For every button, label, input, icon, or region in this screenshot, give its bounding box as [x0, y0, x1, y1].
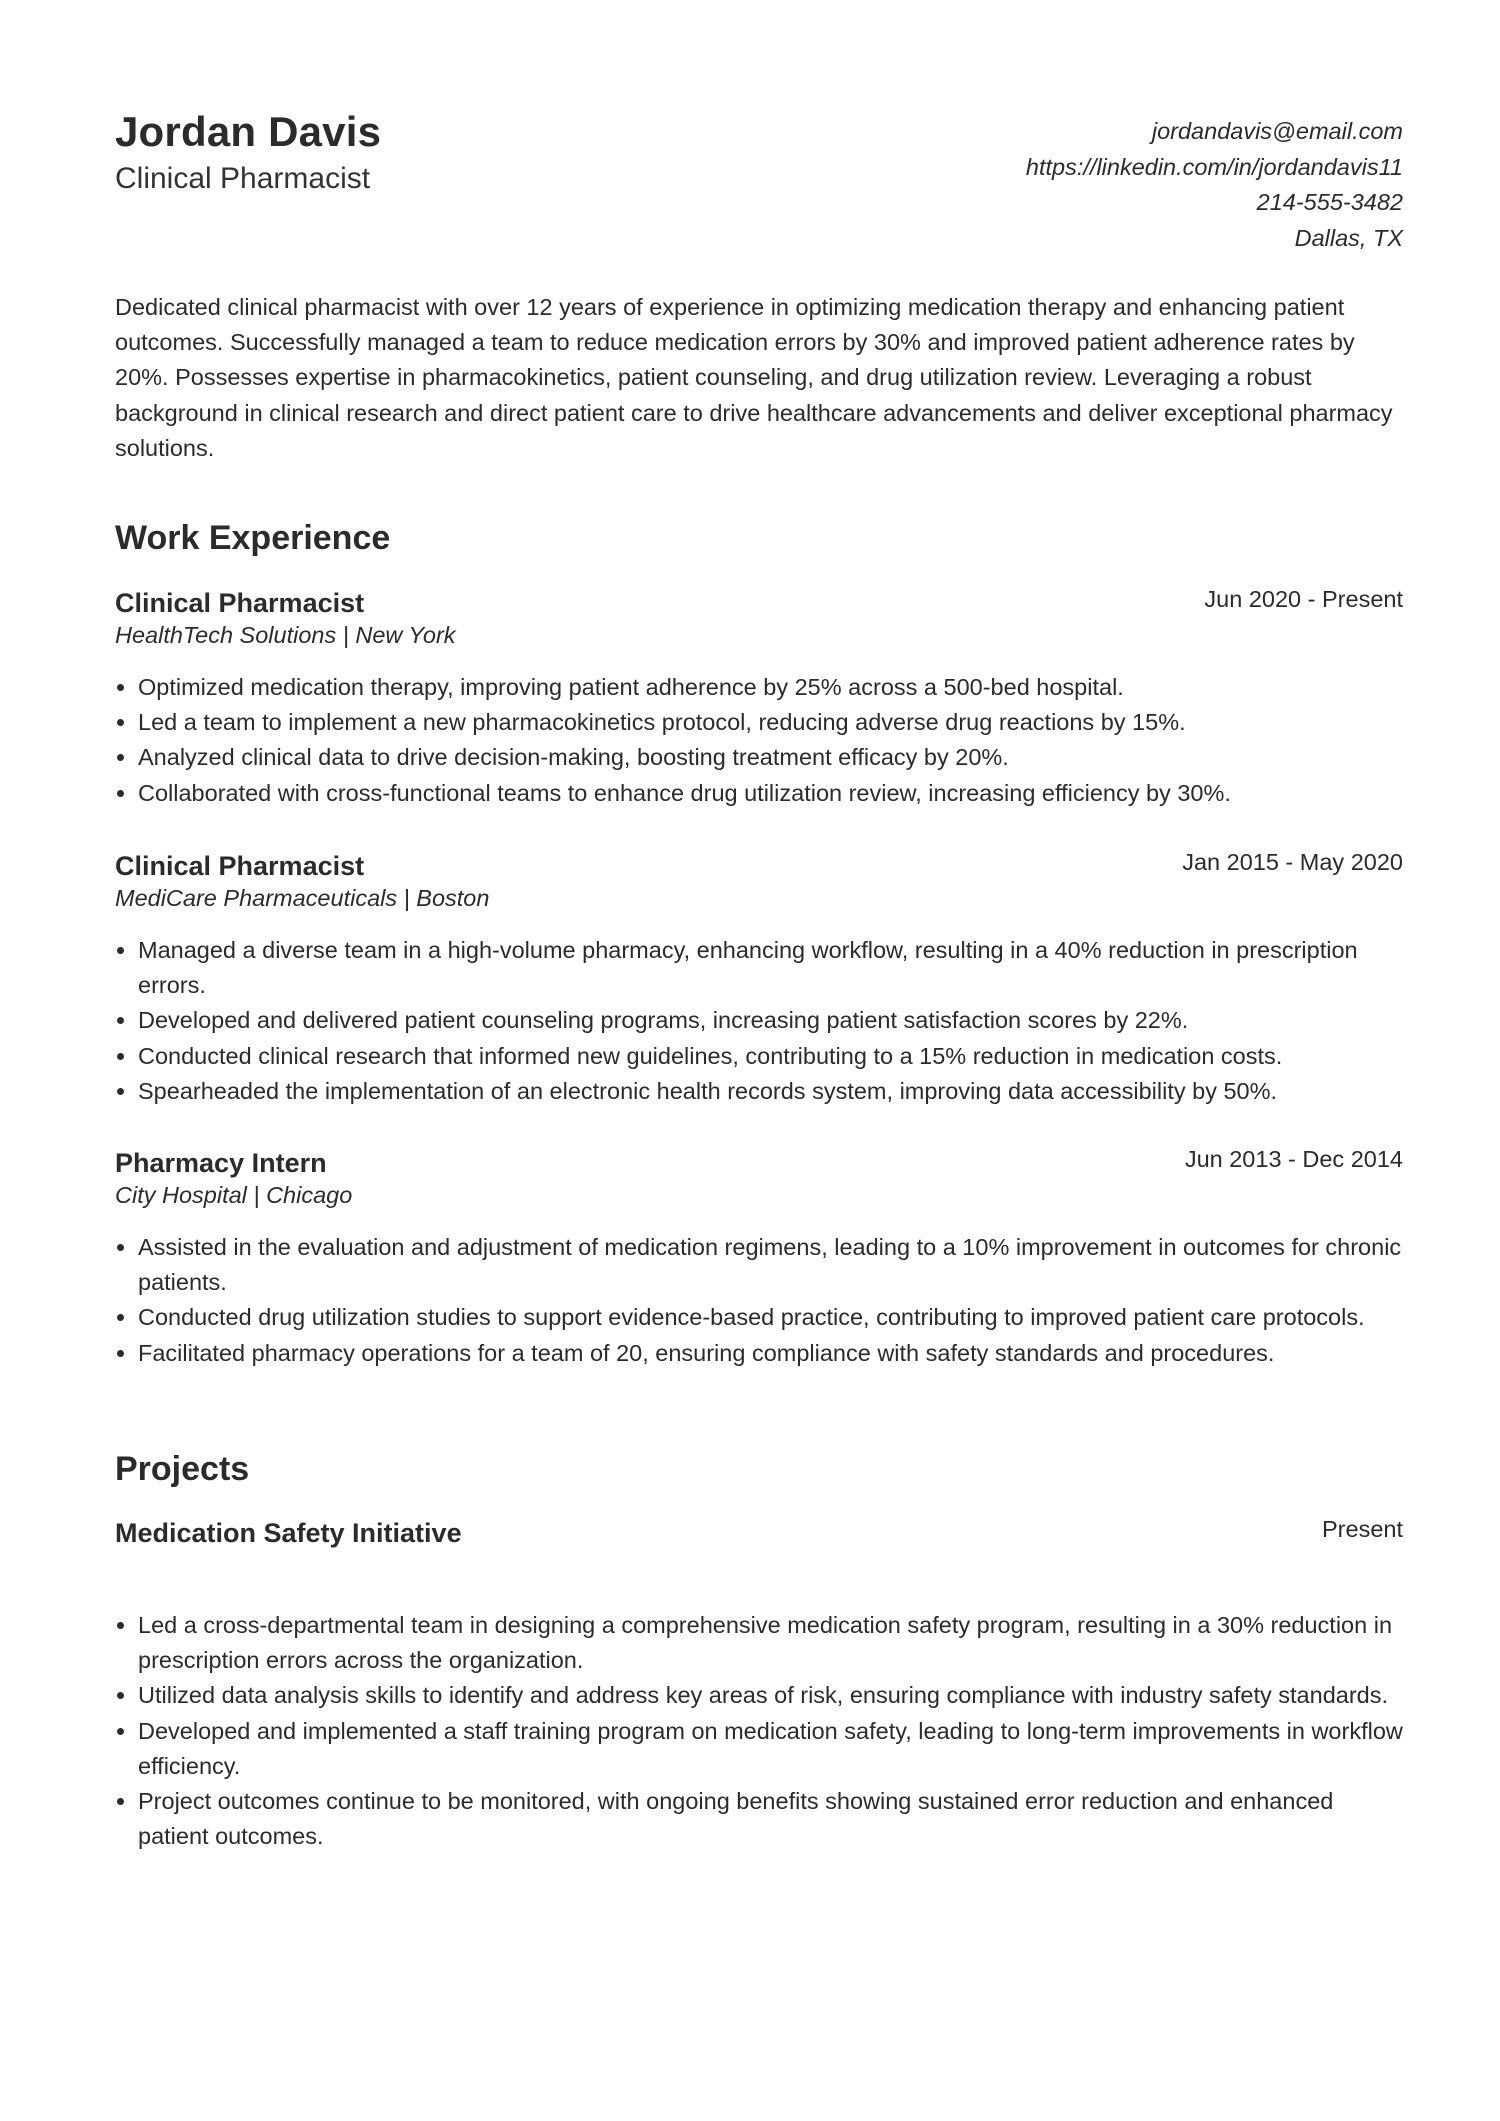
job-dates: Jun 2020 - Present	[1204, 586, 1403, 612]
bullet-icon	[117, 1622, 124, 1629]
contact-location: Dallas, TX	[1294, 224, 1403, 251]
contact-linkedin[interactable]: https://linkedin.com/in/jordandavis11	[1025, 153, 1403, 180]
bullet-icon	[117, 947, 124, 954]
job-title: Clinical Pharmacist	[115, 588, 365, 618]
bullet-icon	[117, 1088, 124, 1095]
job-entry	[115, 849, 1403, 1109]
job-title: Pharmacy Intern	[115, 1148, 327, 1178]
contact-email[interactable]: jordandavis@email.com	[1151, 118, 1403, 144]
job-header	[115, 849, 1403, 883]
contact-phone: 214-555-3482	[1256, 189, 1403, 215]
bullet-icon	[117, 1017, 124, 1024]
job-bullets	[115, 933, 1403, 1109]
job-company: City Hospital | Chicago	[115, 1182, 353, 1208]
job-company: HealthTech Solutions | New York	[115, 622, 456, 648]
bullet-icon	[117, 1053, 124, 1060]
job-header	[115, 586, 1403, 620]
list-item: Collaborated with cross-functional teams to enhance drug utilization review, increasing efficiency by 30%.	[115, 776, 1403, 811]
candidate-name: Jordan Davis	[115, 108, 382, 155]
section-title-work-experience: Work Experience	[115, 519, 391, 557]
list-item: Facilitated pharmacy operations for a team of 20, ensuring compliance with safety standards and procedures.	[115, 1336, 1403, 1371]
list-item: Managed a diverse team in a high-volume pharmacy, enhancing workflow, resulting in a 40% reduction in prescription errors.	[115, 933, 1403, 1003]
list-item: Led a cross-departmental team in designing a comprehensive medication safety program, resulting in a 30% reduction in prescription errors across the organization.	[115, 1608, 1403, 1678]
bullet-icon	[117, 1314, 124, 1321]
list-item: Led a team to implement a new pharmacokinetics protocol, reducing adverse drug reactions by 15%.	[115, 705, 1403, 740]
list-item: Developed and delivered patient counseling programs, increasing patient satisfaction scores by 22%.	[115, 1003, 1403, 1038]
bullet-icon	[117, 1692, 124, 1699]
job-bullets	[115, 1230, 1403, 1371]
list-item: Developed and implemented a staff training program on medication safety, leading to long-term improvements in workflow efficiency.	[115, 1714, 1403, 1784]
list-item: Utilized data analysis skills to identify and address key areas of risk, ensuring compliance with industry safety standards.	[115, 1678, 1403, 1713]
professional-summary: Dedicated clinical pharmacist with over 12 years of experience in optimizing medication therapy and enhancing patient outcomes. Successfully managed a team to reduce medication errors by 30% and improved patient adherence rates by 20%. Possesses expertise in pharmacokinetics, patient counseling, and drug utilization review. Leveraging a robust background in clinical research and direct patient care to drive healthcare advancements and deliver exceptional pharmacy solutions.	[115, 294, 1393, 461]
bullet-icon	[117, 719, 124, 726]
contact-block	[1026, 114, 1403, 256]
bullet-icon	[117, 754, 124, 761]
bullet-icon	[117, 1728, 124, 1735]
project-title: Medication Safety Initiative	[115, 1518, 462, 1548]
section-title-projects: Projects	[115, 1450, 250, 1488]
job-entry	[115, 1146, 1403, 1371]
project-header	[115, 1516, 1403, 1550]
project-dates: Present	[1322, 1516, 1403, 1542]
list-item: Project outcomes continue to be monitored, with ongoing benefits showing sustained error reduction and enhanced patient outcomes.	[115, 1784, 1403, 1854]
bullet-icon	[117, 1798, 124, 1805]
bullet-icon	[117, 684, 124, 691]
job-company: MediCare Pharmaceuticals | Boston	[115, 885, 490, 911]
list-item: Optimized medication therapy, improving patient adherence by 25% across a 500-bed hospital.	[115, 670, 1403, 705]
bullet-icon	[117, 1350, 124, 1357]
bullet-icon	[117, 790, 124, 797]
list-item: Conducted clinical research that informed new guidelines, contributing to a 15% reduction in medication costs.	[115, 1039, 1403, 1074]
resume-header	[115, 108, 1403, 278]
job-dates: Jan 2015 - May 2020	[1182, 849, 1403, 875]
job-title: Clinical Pharmacist	[115, 851, 365, 881]
list-item: Conducted drug utilization studies to support evidence-based practice, contributing to improved patient care protocols.	[115, 1300, 1403, 1335]
bullet-icon	[117, 1244, 124, 1251]
job-bullets	[115, 670, 1403, 811]
project-entry	[115, 1516, 1403, 1854]
job-dates: Jun 2013 - Dec 2014	[1184, 1146, 1403, 1172]
candidate-role: Clinical Pharmacist	[115, 162, 371, 195]
list-item: Analyzed clinical data to drive decision-making, boosting treatment efficacy by 20%.	[115, 740, 1403, 775]
list-item: Spearheaded the implementation of an electronic health records system, improving data accessibility by 50%.	[115, 1074, 1403, 1109]
job-entry	[115, 586, 1403, 811]
list-item: Assisted in the evaluation and adjustment of medication regimens, leading to a 10% improvement in outcomes for chronic patients.	[115, 1230, 1403, 1300]
project-bullets	[115, 1608, 1403, 1854]
job-header	[115, 1146, 1403, 1180]
